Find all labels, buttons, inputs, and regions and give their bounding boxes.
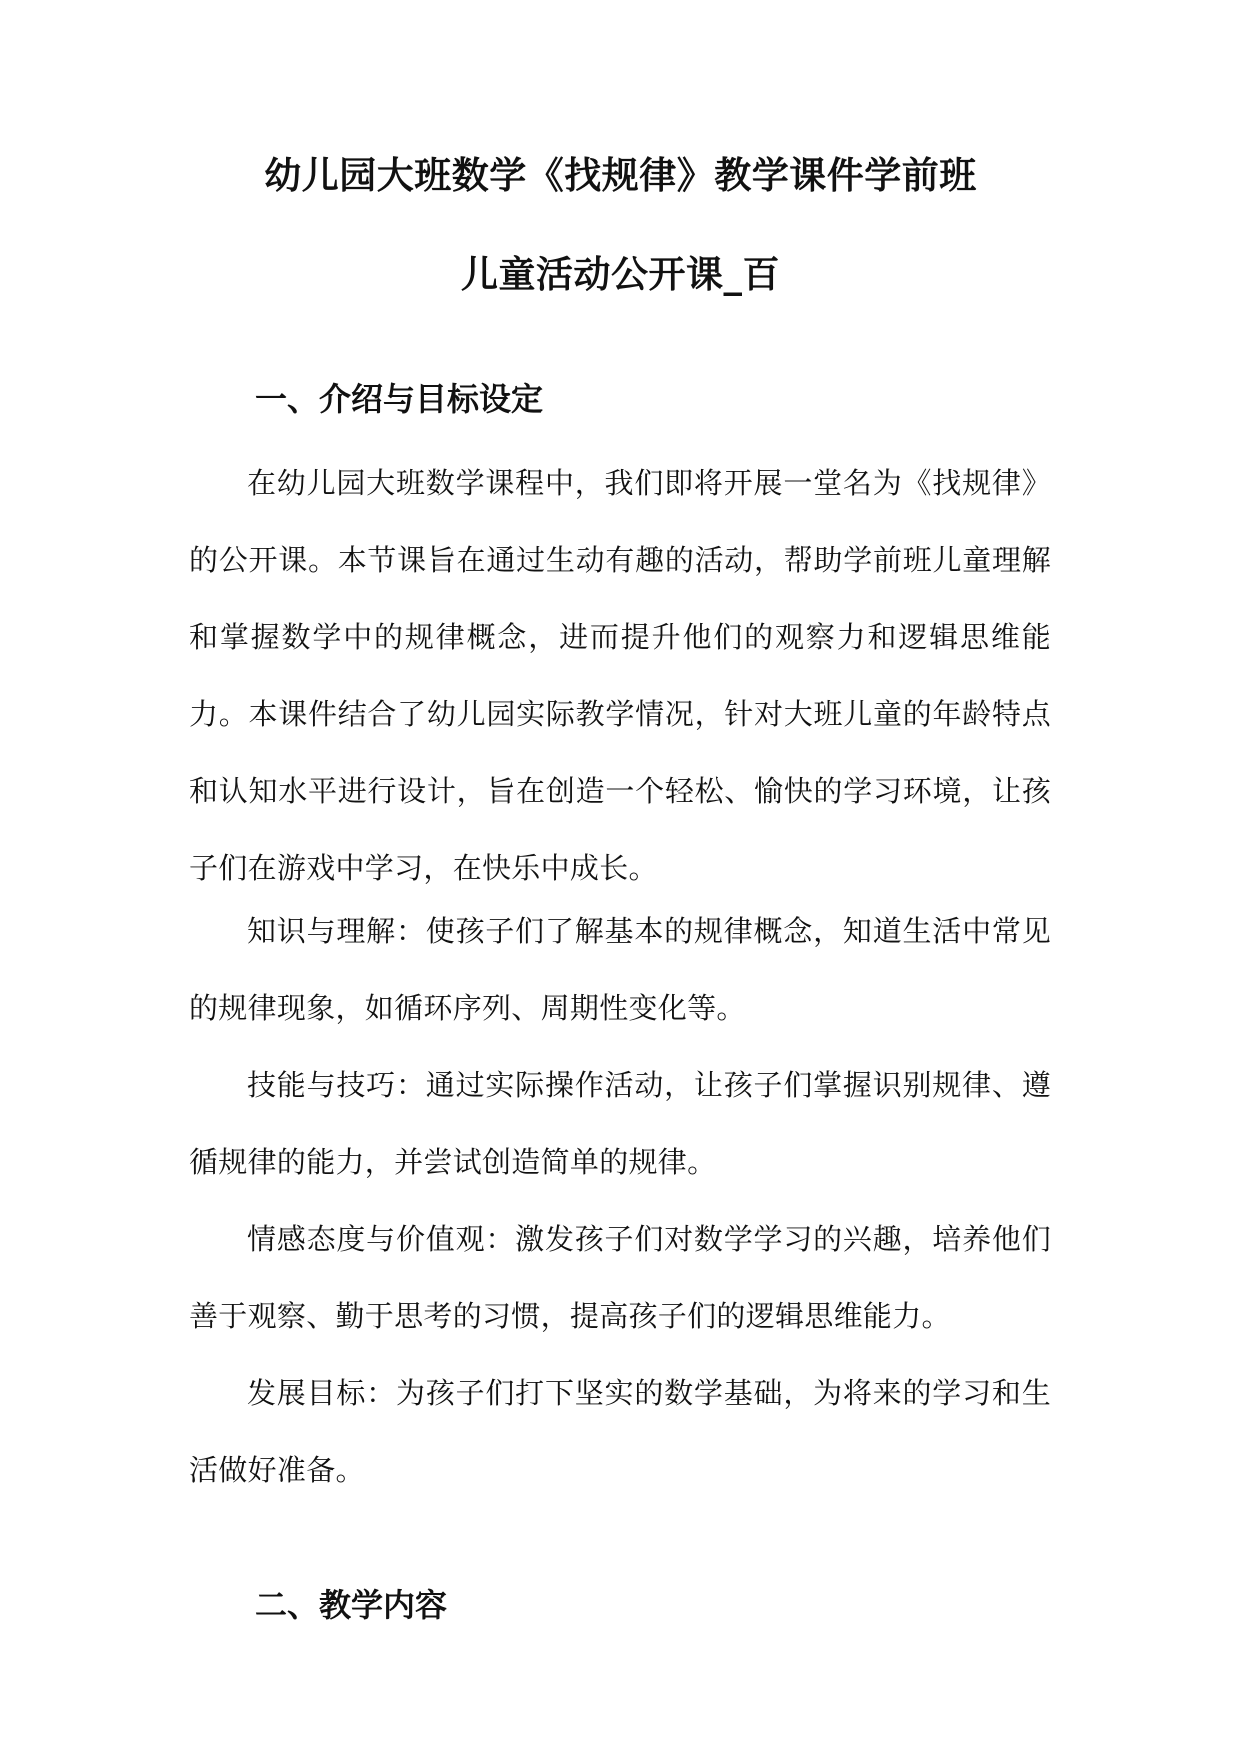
paragraph-introduction: 在幼儿园大班数学课程中，我们即将开展一堂名为《找规律》的公开课。本节课旨在通过生动有趣的活动，帮助学前班儿童理解和掌握数学中的规律概念，进而提升他们的观察力和逻辑思维能力。本课件结合了幼儿园实际教学情况，针对大班儿童的年龄特点和认知水平进行设计，旨在创造一个轻松、愉快的学习环境，让孩子们在游戏中学习，在快乐中成长。 — [189, 466, 1051, 885]
paragraph-development-goal: 发展目标：为孩子们打下坚实的数学基础，为将来的学习和生活做好准备。 — [189, 1376, 1051, 1487]
paragraph-emotion-goal: 情感态度与价值观：激发孩子们对数学学习的兴趣，培养他们善于观察、勤于思考的习惯，提高孩子们的逻辑思维能力。 — [189, 1222, 1051, 1333]
paragraph-knowledge-goal: 知识与理解：使孩子们了解基本的规律概念，知道生活中常见的规律现象，如循环序列、周期性变化等。 — [189, 914, 1051, 1025]
section-heading-content: 二、教学内容 — [255, 1586, 448, 1624]
document-title-line-1: 幼儿园大班数学《找规律》教学课件学前班 — [264, 153, 977, 197]
document-title-line-2: 儿童活动公开课_百 — [461, 252, 780, 296]
section-heading-intro: 一、介绍与目标设定 — [255, 380, 544, 418]
paragraph-skill-goal: 技能与技巧：通过实际操作活动，让孩子们掌握识别规律、遵循规律的能力，并尝试创造简单的规律。 — [189, 1068, 1051, 1179]
